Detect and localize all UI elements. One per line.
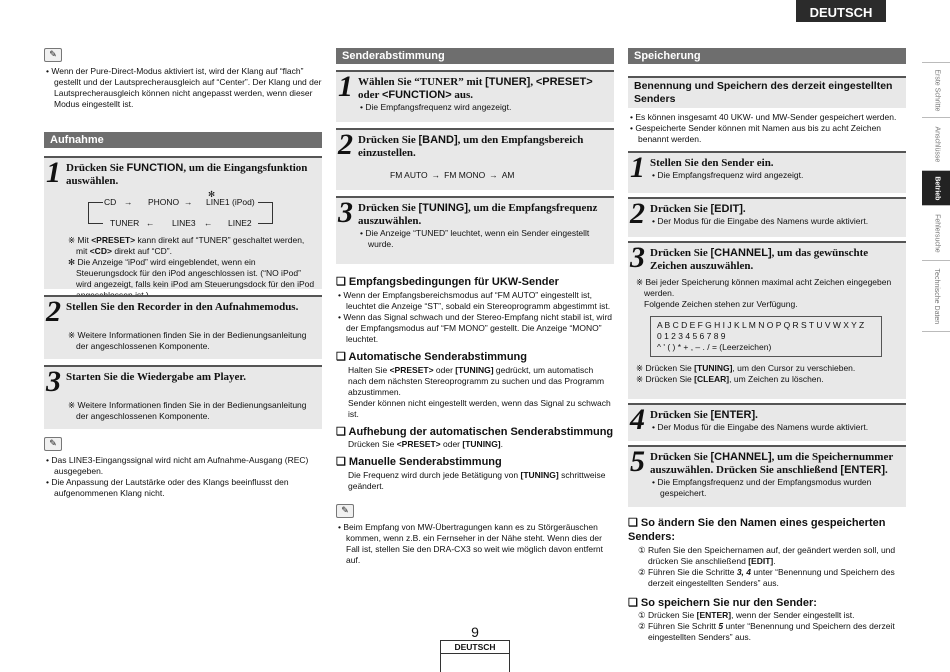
page-number: 9 (471, 624, 479, 640)
character-table (650, 316, 882, 357)
heading-aufhebung: ❏ Aufhebung der automatischen Senderabstimmung (336, 425, 614, 438)
step-3 (336, 196, 614, 264)
step-title: Stellen Sie den Sender ein. (650, 157, 774, 169)
note-pencil-icon: ✎ (336, 504, 354, 518)
sidetab-betrieb[interactable] (922, 170, 950, 205)
section-title-speicherung: Speicherung (628, 48, 906, 64)
flow-cd: CD (104, 197, 117, 207)
note-text: • Das LINE3-Eingangssignal wird nicht am Aufnahme-Ausgang (REC) ausgegeben. (46, 455, 309, 476)
step-2 (336, 128, 614, 190)
step-note: ※ Weitere Informationen finden Sie in der Bedienungsanleitung der angeschlossenen Komponente. (68, 330, 307, 351)
bullet: • Wenn der Empfangsbereichsmodus auf “FM AUTO” eingestellt ist, leuchtet die Anzeige “ST”, sobald ein Stereoprogramm abgestimmt ist. (338, 289, 611, 311)
step-title: Drücken Sie [CHANNEL], um das gewünschte Zeichen auszuwählen. (650, 247, 869, 272)
note-text: • Beim Empfang von MW-Übertragungen kann es zu Störgeräuschen kommen, wenn z.B. ein Fernseher in der Nähe steht. Wenn dies der Fall ist, stellen Sie den DRA-CX3 so weit wie möglich davon entfernt auf. (338, 522, 604, 565)
step-number: 3 (630, 241, 645, 274)
flow-tuner: TUNER (110, 218, 140, 228)
sidetab-technische-daten[interactable] (922, 260, 950, 332)
note-text: • Die Anpassung der Lautstärke oder des Klangs beeinflusst den aufgenommenen Klang nicht. (46, 477, 289, 498)
step-title: Drücken Sie [TUNING], um die Empfangsfrequenz auszuwählen. (358, 202, 598, 227)
band-cycle-diagram: FM AUTO → FM MONO → AM (390, 170, 515, 180)
step-title: Starten Sie die Wiedergabe am Player. (66, 371, 247, 383)
flow-line2: LINE2 (228, 218, 252, 228)
step-bullet: • Die Empfangsfrequenz und der Empfangsmodus wurden gespeichert. (652, 477, 872, 498)
step-note: ✻ Die Anzeige “iPod” wird eingeblendet, wenn ein Steuerungsdock für den iPod angeschlossen ist. (“NO iPod” wird angezeigt, falls kein iPod am Steuerungsdock für den iPod (68, 257, 315, 289)
flow-fm-mono: FM MONO (444, 170, 486, 180)
paragraph: Sender können nicht eingestellt werden, wenn das Signal zu schwach ist. (348, 397, 611, 419)
step-title: Drücken Sie [CHANNEL], um die Speichernummer auszuwählen. Drücken Sie anschließend [ENTER]. (650, 451, 894, 476)
step-3 (628, 241, 906, 399)
heading-manuell: ❏ Manuelle Senderabstimmung (336, 456, 502, 469)
sidetab-erste-schritte[interactable] (922, 62, 950, 117)
step-2 (44, 295, 322, 359)
step-2 (628, 197, 906, 237)
char-row-letters: A B C D E F G H I J K L M N O P Q R S T U V W X Y Z (657, 320, 865, 330)
step-note: ※ Drücken Sie [CLEAR], um Zeichen zu löschen. (636, 374, 824, 384)
heading-nur-sender: ❏ So speichern Sie nur den Sender: (628, 596, 817, 609)
step-number: 2 (338, 128, 353, 161)
step-number: 1 (630, 151, 645, 184)
flow-line1: LINE1 (iPod) (206, 197, 255, 207)
flow-fm-auto: FM AUTO (390, 170, 428, 180)
step-title: Drücken Sie [EDIT]. (650, 203, 746, 215)
sidetab-label: Betrieb (933, 175, 941, 201)
right-column (628, 48, 906, 643)
step-note: ※ Bei jeder Speicherung können maximal acht Zeichen eingegeben werden. (636, 277, 892, 298)
sidetab-fehlersuche[interactable] (922, 205, 950, 260)
step-title: Drücken Sie [BAND], um den Empfangsbereich einzustellen. (358, 134, 584, 159)
step-number: 3 (338, 196, 353, 229)
step-number: 1 (338, 70, 353, 103)
step-bullet: • Der Modus für die Eingabe des Namens wurde aktiviert. (652, 422, 869, 432)
sidetab-label: Erste Schritte (933, 68, 941, 112)
step-bullet: • Die Empfangsfrequenz wird angezeigt. (360, 102, 512, 112)
step-number: 1 (46, 156, 61, 189)
step-5 (628, 445, 906, 507)
step-number: 3 (46, 365, 61, 398)
step-number: 5 (630, 445, 645, 478)
step-note: ※ Weitere Informationen finden Sie in der Bedienungsanleitung der angeschlossenen Komponente. (68, 400, 307, 421)
step-note: ※ Drücken Sie [TUNING], um den Cursor zu verschieben. (636, 363, 856, 373)
step-title: Wählen Sie “TUNER” mit [TUNER], <PRESET> oder <FUNCTION> aus. (358, 76, 593, 101)
step-title: Drücken Sie FUNCTION, um die Eingangsfunktion auswählen. (66, 162, 308, 187)
heading-auto-abstimmung: ❏ Automatische Senderabstimmung (336, 350, 527, 363)
step-3 (44, 365, 322, 429)
sidetab-label: Anschlüsse (933, 126, 941, 162)
step-number: 2 (630, 197, 645, 230)
numbered-item: ② Führen Sie Schritt 5 unter “Benennung und Speichern des derzeit eingestellten Senders” aus. (638, 621, 895, 643)
step-note: Folgende Zeichen stehen zur Verfügung. (644, 299, 798, 309)
bullet: • Wenn das Signal schwach und der Stereo-Empfang nicht stabil ist, wird der Empfangsmodus auf “FM MONO” gestellt. Die Anzeige “MONO” leuchtet. (338, 311, 613, 344)
numbered-item: ① Drücken Sie [ENTER], wenn der Sender eingestellt ist. (638, 610, 855, 621)
char-row-digits: 0 1 2 3 4 5 6 7 8 9 (657, 331, 726, 341)
paragraph: Drücken Sie <PRESET> oder [TUNING]. (348, 439, 504, 450)
step-4 (628, 403, 906, 441)
paragraph: Halten Sie <PRESET> oder [TUNING] gedrückt, um automatisch nach dem nächsten Stereoprogramm zu suchen und das Programm abzustimmen. (348, 364, 605, 397)
left-column (44, 48, 322, 499)
star-marker: ✻ (208, 189, 216, 199)
footer-language: DEUTSCH (440, 640, 510, 654)
flow-am: AM (501, 170, 515, 180)
paragraph: Die Frequenz wird durch jede Betätigung von [TUNING] schrittweise geändert. (348, 470, 606, 491)
middle-column (336, 48, 614, 566)
note-pencil-icon: ✎ (44, 48, 62, 62)
step-1 (628, 151, 906, 193)
section-title-aufnahme: Aufnahme (44, 132, 322, 148)
char-row-symbols: ^ ' ( ) * + , – . / = (Leerzeichen) (657, 342, 772, 352)
step-bullet: • Die Empfangsfrequenz wird angezeigt. (652, 170, 804, 180)
subsection-title: Benennung und Speichern des derzeit eingestellten Senders (628, 76, 906, 108)
step-number: 4 (630, 403, 645, 436)
step-1 (44, 156, 322, 289)
heading-ukw-empfang: ❏ Empfangsbedingungen für UKW-Sender (336, 276, 559, 288)
bullet: • Es können insgesamt 40 UKW- und MW-Sender gespeichert werden. (630, 112, 897, 122)
sidetab-anschluesse[interactable] (922, 117, 950, 170)
sidetab-label: Fehlersuche (933, 213, 941, 253)
step-bullet: • Der Modus für die Eingabe des Namens wurde aktiviert. (652, 216, 869, 226)
step-note: ※ Mit <PRESET> kann direkt auf “TUNER” geschaltet werden, mit <CD> direkt auf “CD”. (68, 235, 305, 256)
numbered-item: ② Führen Sie die Schritte 3, 4 unter “Benennung und Speichern des derzeit eingestellten Senders” aus. (638, 566, 895, 588)
note-pencil-icon: ✎ (44, 437, 62, 451)
input-cycle-diagram: ✻ CD → PHONO → LINE1 (iPod) TUNER ← LINE3 ← LINE2 (86, 191, 316, 231)
section-title-senderabstimmung: Senderabstimmung (336, 48, 614, 64)
language-badge: DEUTSCH (796, 0, 886, 22)
bullet: • Gespeicherte Sender können mit Namen aus bis zu acht Zeichen benannt werden. (630, 123, 882, 144)
flow-line3: LINE3 (172, 218, 196, 228)
step-title: Drücken Sie [ENTER]. (650, 409, 758, 421)
step-number: 2 (46, 295, 61, 328)
flow-phono: PHONO (148, 197, 180, 207)
step-title: Stellen Sie den Recorder in den Aufnahmemodus. (66, 301, 299, 313)
numbered-item: ① Rufen Sie den Speichernamen auf, der geändert werden soll, und drücken Sie anschließend [EDIT]. (638, 544, 896, 566)
note-text: • Wenn der Pure-Direct-Modus aktiviert ist, wird der Klang auf “flach” gestellt und der Lautsprecherausgleich auf “Center”. Der Klang und der Lautsprecherausgleich können nicht angepasst werden, wenn dieser Modus eingestellt ist. (46, 66, 322, 109)
step-1 (336, 70, 614, 122)
sidetab-label: Technische Daten (933, 268, 941, 324)
heading-name-aendern: ❏ So ändern Sie den Namen eines gespeicherten Senders: (628, 517, 886, 543)
step-bullet: • Die Anzeige “TUNED” leuchtet, wenn ein Sender eingestellt wurde. (360, 228, 590, 249)
